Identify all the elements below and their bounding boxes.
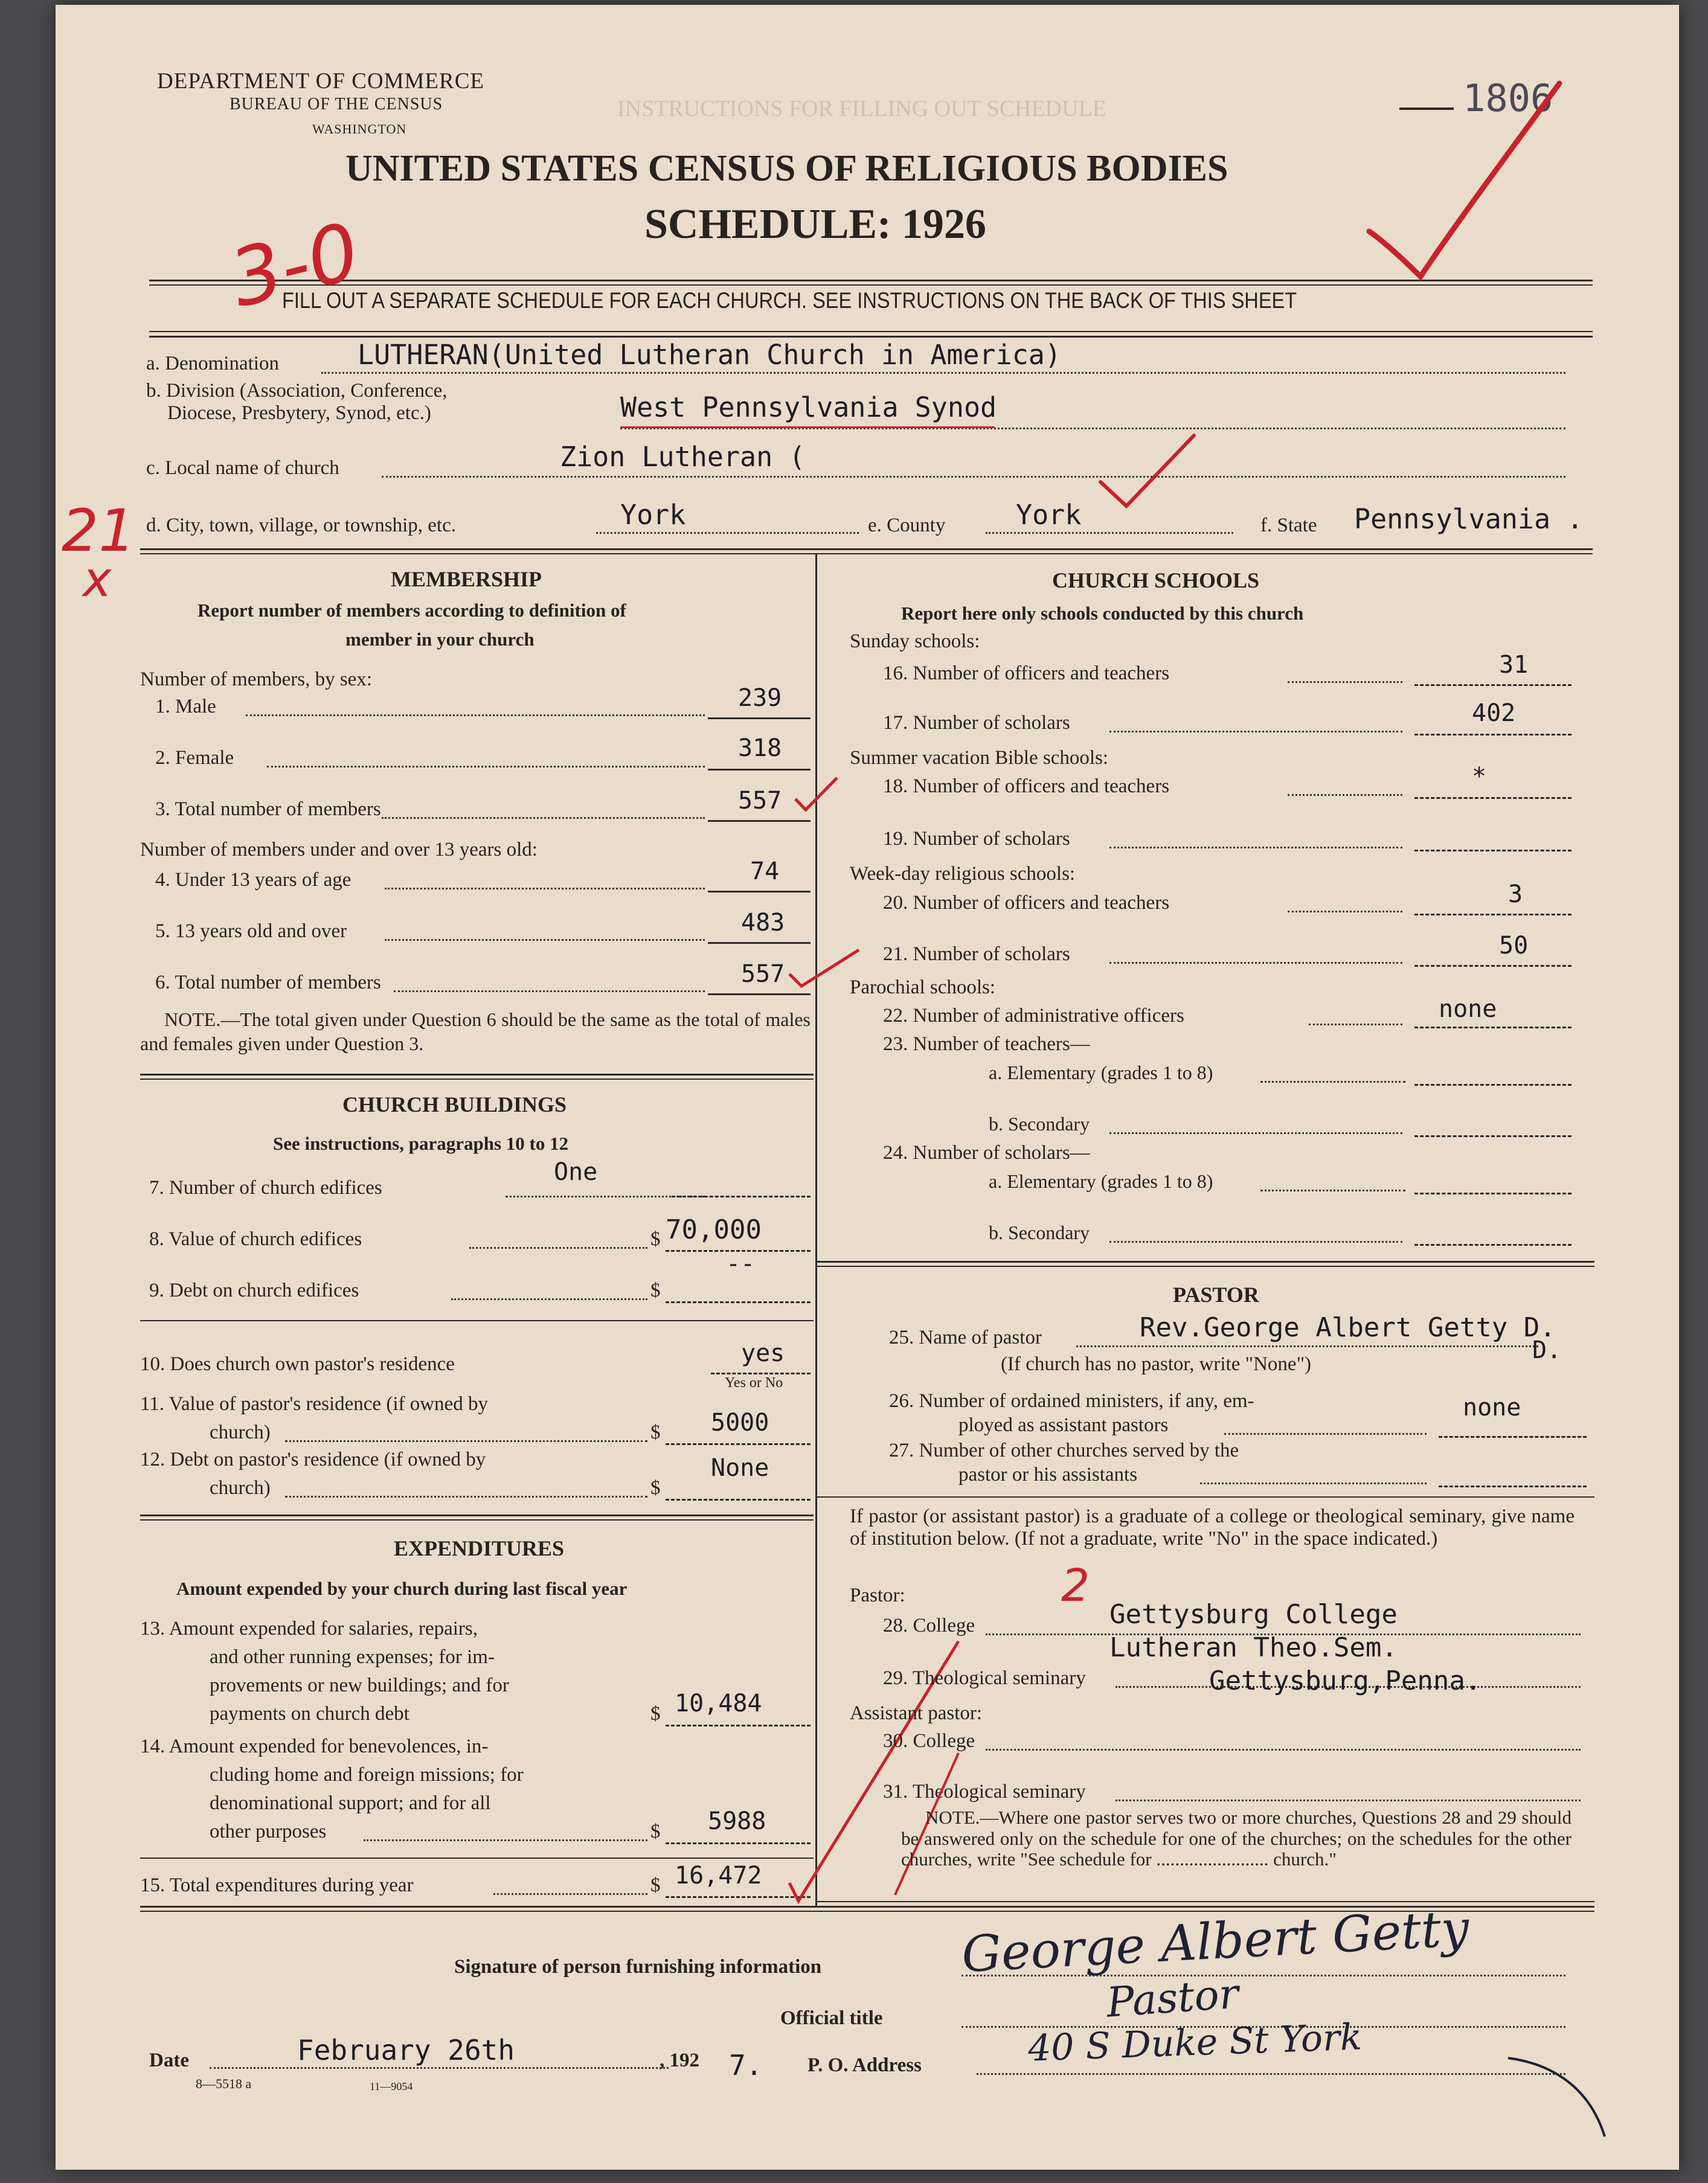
q4-label: 4. Under 13 years of age	[155, 869, 352, 891]
q25-value[interactable]: Rev.George Albert Getty D.	[1140, 1312, 1556, 1343]
membership-note: NOTE.—The total given under Question 6 should be the same as the total of males and females given under Question 3.	[140, 1008, 811, 1054]
rule-expenditures-mid	[140, 1858, 814, 1859]
address-flourish-icon	[1505, 2046, 1614, 2143]
q9-dollar: $	[650, 1280, 661, 1301]
q23-label: 23. Number of teachers—	[883, 1033, 1090, 1055]
q15-label: 15. Total expenditures during year	[140, 1874, 414, 1896]
q8-leader	[469, 1247, 647, 1249]
expenditures-subtitle: Amount expended by your church during last fiscal year	[176, 1578, 628, 1599]
q6-leader	[394, 990, 705, 992]
q7-underline	[672, 1196, 811, 1197]
city-label: WASHINGTON	[312, 121, 407, 136]
pastor-note: NOTE.—Where one pastor serves two or more churches, Questions 28 and 29 should be answered only on the schedule for one of the churches; on the schedules for the other churches, write "See schedule for ........................ church."	[901, 1807, 1572, 1870]
sunday-schools-heading: Sunday schools:	[850, 630, 980, 652]
q14-label-2: cluding home and foreign missions; for	[210, 1764, 524, 1786]
local-name-value[interactable]: Zion Lutheran (	[560, 441, 806, 473]
bleed-through-heading: INSTRUCTIONS FOR FILLING OUT SCHEDULE	[617, 96, 1106, 121]
county-value[interactable]: York	[1016, 499, 1082, 531]
date-label: Date	[149, 2050, 189, 2071]
q14-dollar: $	[650, 1821, 661, 1842]
q14-label-3: denominational support; and for all	[210, 1792, 491, 1814]
q18-value[interactable]: *	[1472, 763, 1487, 790]
q5-label: 5. 13 years old and over	[155, 920, 347, 942]
q3-label: 3. Total number of members	[155, 798, 381, 820]
rule-pastor-end	[815, 1901, 1594, 1902]
q12-leader	[285, 1496, 647, 1498]
bureau-label: BUREAU OF THE CENSUS	[230, 95, 443, 114]
q29-value[interactable]: Gettysburg,Penna.	[1209, 1665, 1482, 1696]
membership-subtitle-1: Report number of members according to definition of	[197, 600, 626, 621]
q20-underline	[1414, 914, 1572, 915]
q17-leader	[1109, 731, 1402, 732]
q1-underline	[708, 717, 811, 719]
department-label: DEPARTMENT OF COMMERCE	[157, 69, 484, 94]
q21-leader	[1109, 962, 1402, 964]
rule-top-3	[149, 331, 1593, 332]
city-label: d. City, town, village, or township, etc.	[146, 514, 456, 536]
q20-label: 20. Number of officers and teachers	[883, 892, 1170, 914]
q25-value-extra: D.	[1532, 1336, 1562, 1364]
q7-label: 7. Number of church edifices	[149, 1177, 382, 1199]
large-check-mark-icon	[1354, 77, 1572, 283]
q27-label-1: 27. Number of other churches served by the	[889, 1440, 1239, 1461]
local-name-label: c. Local name of church	[146, 457, 339, 479]
state-value[interactable]: Pennsylvania .	[1354, 503, 1584, 535]
assistant-pastor-heading: Assistant pastor:	[850, 1702, 983, 1724]
q20-leader	[1288, 911, 1402, 912]
q4-underline	[708, 891, 811, 893]
form-title: UNITED STATES CENSUS OF RELIGIOUS BODIES	[345, 148, 1228, 189]
q18-leader	[1288, 794, 1402, 796]
q19-label: 19. Number of scholars	[883, 828, 1070, 850]
q15-value[interactable]: 16,472	[675, 1862, 762, 1890]
division-label-2: Diocese, Presbytery, Synod, etc.)	[167, 402, 431, 424]
q15-dollar: $	[650, 1874, 661, 1896]
year-digit[interactable]: 7.	[729, 2049, 763, 2082]
separate-schedule-instruction: FILL OUT A SEPARATE SCHEDULE FOR EACH CHURCH. SEE INSTRUCTIONS ON THE BACK OF THIS SHEET	[282, 288, 1297, 313]
q9-underline	[666, 1301, 811, 1303]
city-line	[596, 532, 859, 534]
q2-underline	[708, 769, 811, 771]
by-sex-label: Number of members, by sex:	[140, 668, 372, 690]
schools-title: CHURCH SCHOOLS	[1052, 568, 1260, 592]
county-line	[986, 532, 1233, 534]
q17-label: 17. Number of scholars	[883, 712, 1070, 734]
q2-label: 2. Female	[155, 747, 234, 769]
q3-leader	[382, 817, 705, 819]
q9-label: 9. Debt on church edifices	[149, 1280, 359, 1301]
form-code: 8—5518 a	[196, 2076, 252, 2091]
margin-mark-number: 21	[62, 497, 136, 565]
q20-value[interactable]: 3	[1508, 880, 1523, 908]
rule-membership-end-1	[140, 1074, 814, 1075]
q18-underline	[1414, 797, 1572, 799]
membership-title: MEMBERSHIP	[391, 567, 542, 591]
q13-label-1: 13. Amount expended for salaries, repairs,	[140, 1618, 478, 1640]
q2-value[interactable]: 318	[738, 734, 782, 762]
q5-leader	[385, 939, 705, 941]
q10-value[interactable]: yes	[741, 1339, 785, 1367]
q13-label-4: payments on church debt	[210, 1703, 409, 1725]
q27-underline	[1439, 1486, 1587, 1487]
schools-subtitle: Report here only schools conducted by this church	[901, 603, 1304, 624]
q14-label-4: other purposes	[210, 1821, 327, 1842]
denomination-value[interactable]: LUTHERAN(United Lutheran Church in America)	[358, 339, 1061, 371]
q27-label-2: pastor or his assistants	[958, 1464, 1138, 1486]
q24b-label: b. Secondary	[989, 1222, 1090, 1243]
graduate-instructions: If pastor (or assistant pastor) is a graduate of a college or theological seminary, give name of institution below. (If not a graduate, write "No" in the space indicated.)	[850, 1505, 1575, 1550]
division-red-underline	[620, 426, 995, 428]
q11-dollar: $	[650, 1422, 661, 1443]
q8-dollar: $	[650, 1228, 661, 1250]
city-value[interactable]: York	[620, 499, 686, 531]
q1-leader	[246, 714, 705, 716]
yes-no-hint: Yes or No	[725, 1375, 783, 1391]
parochial-schools-heading: Parochial schools:	[850, 976, 996, 998]
q25-hint: (If church has no pastor, write "None")	[1001, 1353, 1312, 1375]
q8-value[interactable]: 70,000	[666, 1214, 762, 1245]
membership-subtitle-2: member in your church	[345, 629, 535, 650]
date-value[interactable]: February 26th	[297, 2034, 515, 2066]
local-name-line	[382, 476, 1565, 478]
q30-label: 30. College	[883, 1730, 975, 1752]
q12-label-2: church)	[210, 1477, 271, 1499]
expenditures-title: EXPENDITURES	[394, 1536, 565, 1560]
q22-label: 22. Number of administrative officers	[883, 1005, 1184, 1027]
q22-leader	[1309, 1024, 1402, 1025]
denomination-label: a. Denomination	[146, 353, 279, 374]
rule-mid-2	[140, 553, 1593, 554]
q26-value[interactable]: none	[1463, 1394, 1521, 1422]
pastor-title: PASTOR	[1173, 1283, 1259, 1307]
q5-underline	[708, 942, 811, 944]
pastor-subheading: Pastor:	[850, 1585, 905, 1606]
q23a-leader	[1260, 1081, 1405, 1083]
division-label-1: b. Division (Association, Conference,	[146, 380, 448, 402]
q11-underline	[666, 1443, 811, 1445]
q31-label: 31. Theological seminary	[883, 1781, 1086, 1803]
print-code: 11—9054	[370, 2080, 413, 2092]
weekday-schools-heading: Week-day religious schools:	[850, 863, 1076, 885]
date-line	[210, 2067, 669, 2069]
division-value[interactable]: West Pennsylvania Synod	[620, 391, 997, 423]
q28-label: 28. College	[883, 1615, 975, 1636]
q13-dollar: $	[650, 1703, 661, 1725]
signature-value[interactable]: George Albert Getty	[960, 1900, 1471, 1984]
q4-value[interactable]: 74	[750, 857, 780, 885]
q16-value[interactable]: 31	[1499, 651, 1529, 679]
q14-value[interactable]: 5988	[708, 1807, 766, 1835]
q14-leader	[364, 1839, 647, 1841]
official-title-label: Official title	[780, 2007, 883, 2029]
q9-leader	[451, 1298, 647, 1300]
q12-underline	[666, 1499, 811, 1501]
pastor-red-mark: 2	[1061, 1560, 1090, 1612]
q22-underline	[1414, 1027, 1572, 1028]
denomination-line	[321, 372, 1565, 374]
q24b-underline	[1414, 1244, 1572, 1246]
schedule-title: SCHEDULE: 1926	[644, 201, 986, 248]
po-address-label: P. O. Address	[807, 2054, 922, 2076]
q15-leader	[493, 1893, 647, 1895]
q8-label: 8. Value of church edifices	[149, 1228, 362, 1250]
q27-leader	[1200, 1483, 1427, 1484]
q11-label-1: 11. Value of pastor's residence (if owned by	[140, 1393, 488, 1415]
q4-leader	[385, 888, 705, 890]
q25-leader	[1076, 1345, 1538, 1347]
q18-label: 18. Number of officers and teachers	[883, 775, 1170, 797]
state-label: f. State	[1260, 514, 1317, 536]
q23b-label: b. Secondary	[989, 1113, 1090, 1135]
q7-value[interactable]: One	[554, 1158, 598, 1186]
q1-label: 1. Male	[155, 696, 216, 717]
q26-label-1: 26. Number of ordained ministers, if any, em-	[889, 1390, 1254, 1412]
rule-membership-end-2	[140, 1079, 814, 1080]
q23b-leader	[1109, 1132, 1402, 1134]
q28-value-seminary: Lutheran Theo.Sem.	[1109, 1632, 1398, 1663]
summer-schools-heading: Summer vacation Bible schools:	[850, 747, 1109, 769]
rule-pastor-mid	[815, 1496, 1594, 1498]
q13-label-2: and other running expenses; for im-	[210, 1646, 495, 1668]
q6-label: 6. Total number of members	[155, 972, 381, 993]
q11-leader	[285, 1440, 647, 1442]
buildings-subtitle: See instructions, paragraphs 10 to 12	[273, 1133, 569, 1154]
q11-value[interactable]: 5000	[711, 1409, 769, 1437]
q13-value[interactable]: 10,484	[675, 1690, 762, 1717]
q21-value[interactable]: 50	[1499, 932, 1529, 960]
q1-value[interactable]: 239	[738, 684, 782, 712]
q9-value[interactable]: --	[726, 1250, 756, 1278]
q24a-underline	[1414, 1193, 1572, 1194]
q3-value[interactable]: 557	[738, 787, 782, 815]
q28-value[interactable]: Gettysburg College	[1109, 1599, 1398, 1630]
po-address-value[interactable]: 40 S Duke St York	[1027, 2016, 1363, 2070]
rule-buildings-end-1	[140, 1515, 814, 1516]
q3-underline	[708, 820, 811, 822]
q26-leader	[1224, 1433, 1427, 1435]
county-check-mark-icon	[1097, 431, 1200, 515]
signature-label: Signature of person furnishing information	[454, 1956, 822, 1978]
q12-dollar: $	[650, 1477, 661, 1499]
q2-leader	[267, 766, 705, 768]
q22-value[interactable]: none	[1439, 995, 1497, 1023]
rule-mid-1	[140, 548, 1593, 550]
q23b-underline	[1414, 1135, 1572, 1137]
q14-label-1: 14. Amount expended for benevolences, in-	[140, 1736, 489, 1757]
q26-label-2: ployed as assistant pastors	[958, 1414, 1169, 1436]
official-title-value[interactable]: Pastor	[1105, 1970, 1241, 2027]
q29-label: 29. Theological seminary	[883, 1667, 1086, 1689]
q19-leader	[1109, 847, 1402, 848]
rule-buildings-end-2	[140, 1519, 814, 1521]
rule-schools-end-2	[815, 1266, 1594, 1267]
q23a-underline	[1414, 1084, 1572, 1086]
q19-underline	[1414, 850, 1572, 851]
serial-number: 1806	[1463, 76, 1553, 120]
q3-check-mark-icon	[792, 775, 841, 817]
q13-label-3: provements or new buildings; and for	[210, 1675, 509, 1696]
rule-top-4	[149, 336, 1593, 338]
census-schedule-page	[56, 5, 1679, 2170]
q21-label: 21. Number of scholars	[883, 943, 1070, 965]
q17-underline	[1414, 734, 1572, 736]
county-label: e. County	[868, 514, 946, 536]
margin-mark-x: x	[83, 551, 112, 607]
q26-underline	[1439, 1436, 1587, 1438]
rule-schools-end-1	[815, 1261, 1594, 1263]
q12-value[interactable]: None	[711, 1454, 769, 1482]
q23a-label: a. Elementary (grades 1 to 8)	[989, 1062, 1213, 1083]
year-prefix: , 192	[660, 2050, 699, 2071]
q5-value[interactable]: 483	[741, 909, 785, 937]
q31-leader	[1116, 1800, 1581, 1801]
q10-label: 10. Does church own pastor's residence	[140, 1353, 455, 1375]
q25-label: 25. Name of pastor	[889, 1327, 1042, 1348]
q30-leader	[986, 1749, 1581, 1751]
rule-buildings-mid	[140, 1320, 814, 1321]
age-heading: Number of members under and over 13 years old:	[140, 839, 538, 861]
q21-underline	[1414, 965, 1572, 967]
po-address-line	[977, 2073, 1565, 2075]
q16-underline	[1414, 684, 1572, 686]
q16-label: 16. Number of officers and teachers	[883, 662, 1170, 684]
q17-value[interactable]: 402	[1472, 699, 1516, 727]
q24b-leader	[1109, 1241, 1402, 1243]
q24a-label: a. Elementary (grades 1 to 8)	[989, 1170, 1213, 1192]
q11-label-2: church)	[210, 1422, 271, 1443]
q24-label: 24. Number of scholars—	[883, 1142, 1090, 1164]
q24a-leader	[1260, 1190, 1405, 1191]
q16-leader	[1288, 681, 1402, 683]
q6-value[interactable]: 557	[741, 960, 785, 988]
q12-label-1: 12. Debt on pastor's residence (if owned by	[140, 1449, 486, 1470]
check-mark-code: 3-0	[221, 205, 368, 325]
buildings-title: CHURCH BUILDINGS	[342, 1092, 567, 1117]
